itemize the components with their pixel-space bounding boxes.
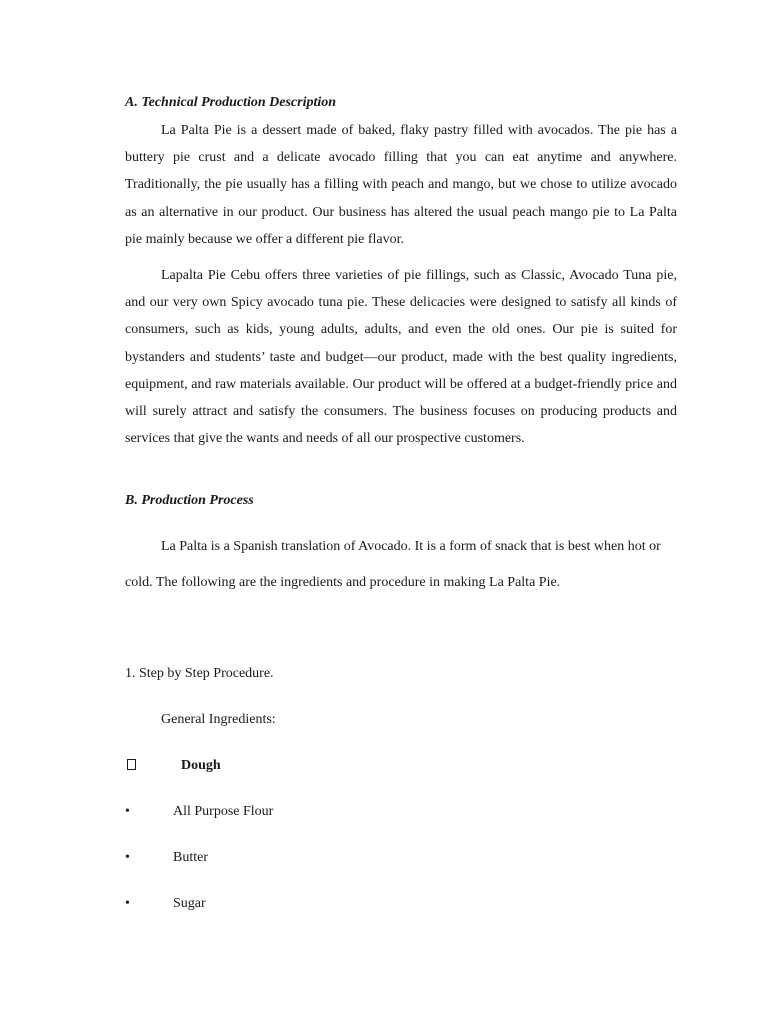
ingredient-item: Sugar xyxy=(173,896,206,911)
section-b-paragraph: La Palta is a Spanish translation of Avocado. It is a form of snack that is best when hot or cold. The following are the ingredients and procedure in making La Palta Pie. xyxy=(125,539,661,590)
ingredient-item: All Purpose Flour xyxy=(173,804,274,819)
section-a-paragraph-1: La Palta Pie is a dessert made of baked, flaky pastry filled with avocados. The pie has a buttery pie crust and a delicate avocado filling that you can eat anytime and anywhere. Traditionally, the pie usually has a filling with peach and mango, but we chose to utilize avocado as an alternative in our product. Our business has altered the usual peach mango pie to La Palta pie mainly because we offer a different pie flavor. xyxy=(125,123,677,247)
bullet-icon: • xyxy=(125,896,130,911)
bullet-icon: • xyxy=(125,850,130,865)
bullet-icon: • xyxy=(125,804,130,819)
section-a-paragraph-2: Lapalta Pie Cebu offers three varieties of pie fillings, such as Classic, Avocado Tuna pie, and our very own Spicy avocado tuna pie. These delicacies were designed to satisfy all kinds of consumers, such as kids, young adults, adults, and even the old ones. Our pie is suited for bystanders and students’ taste and budget—our product, made with the best quality ingredients, equipment, and raw materials available. Our product will be offered at a budget-friendly price and will surely attract and satisfy the consumers. The business focuses on producing products and services that give the wants and needs of all our prospective customers. xyxy=(125,268,677,447)
section-b-heading: B. Production Process xyxy=(125,493,254,508)
step-title: 1. Step by Step Procedure. xyxy=(125,666,274,681)
ingredient-group-dough: Dough xyxy=(181,758,221,773)
ingredient-item: Butter xyxy=(173,850,208,865)
general-ingredients-label: General Ingredients: xyxy=(161,712,276,727)
checkbox-bullet-icon xyxy=(127,758,136,776)
section-a-heading: A. Technical Production Description xyxy=(125,95,337,110)
